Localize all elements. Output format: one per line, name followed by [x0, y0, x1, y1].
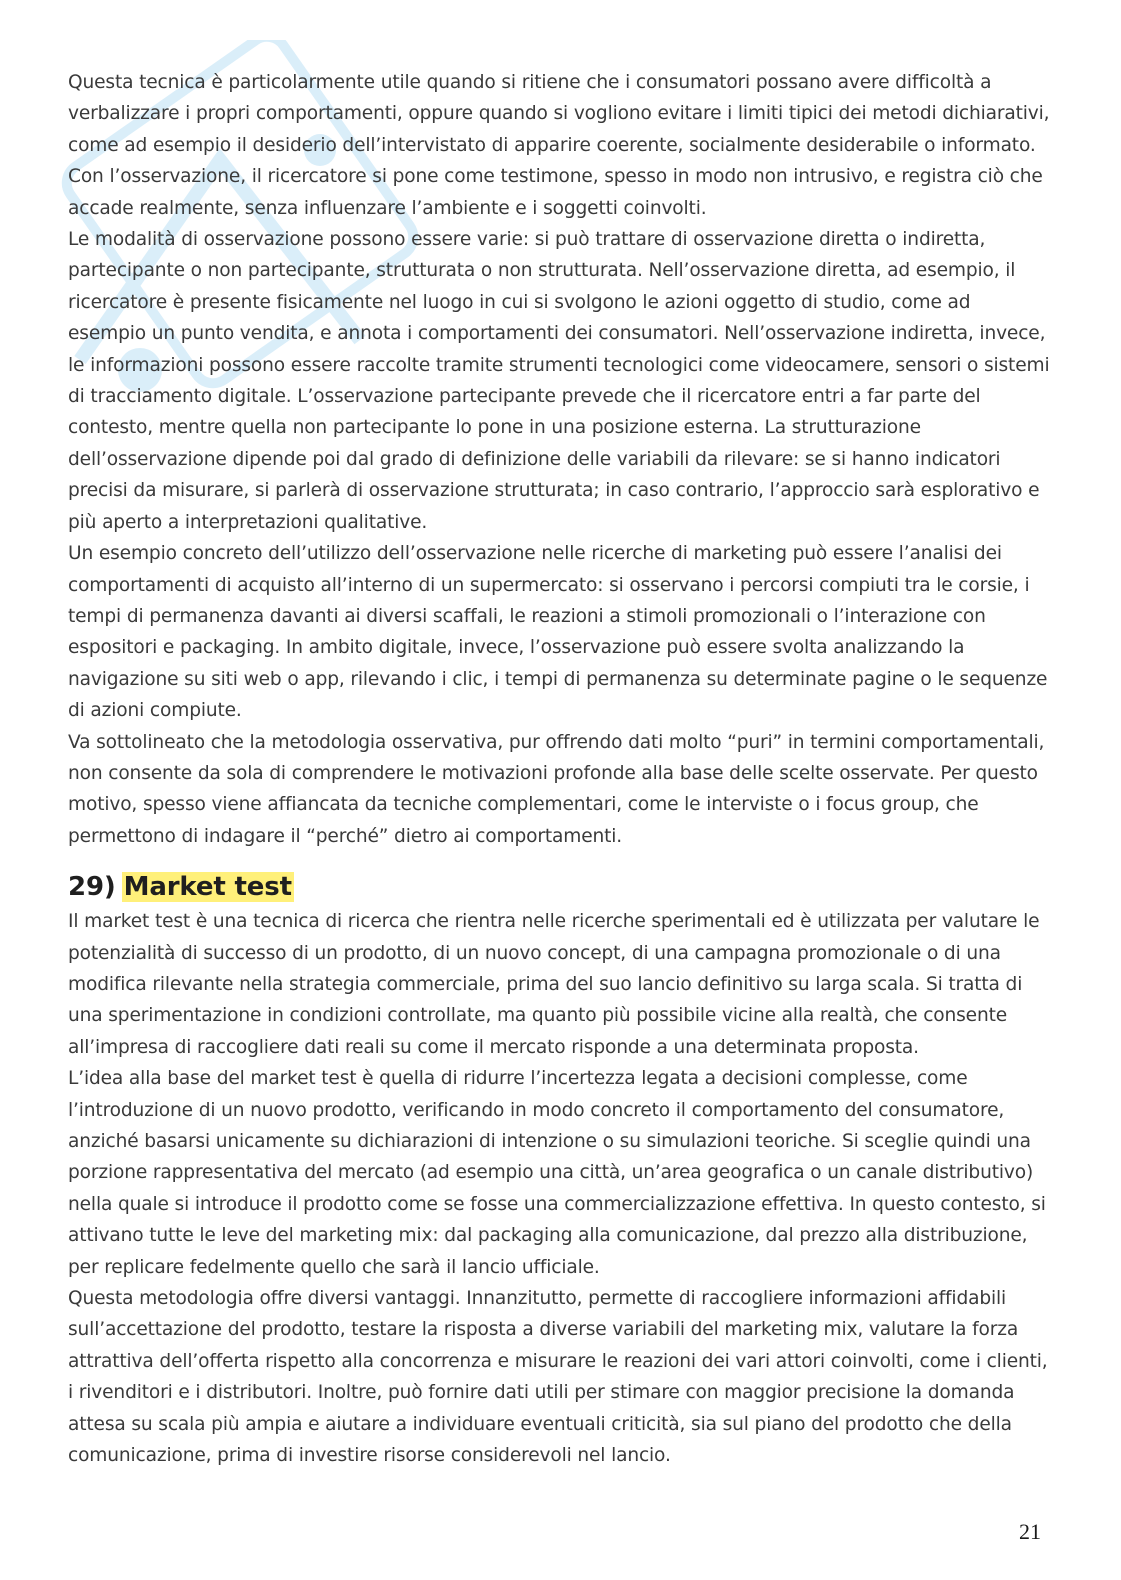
section-heading: [68, 868, 1053, 906]
paragraph: L’idea alla base del market test è quella di ridurre l’incertezza legata a decisioni complesse, come l’introduzione di un nuovo prodotto, verificando in modo concreto il comportamento del consumatore, anziché basarsi unicamente su dichiarazioni di intenzione o su simulazioni teoriche. Si sceglie quindi una porzione rappresentativa del mercato (ad esempio una città, un’area geografica o un canale distributivo) nella quale si introduce il prodotto come se fosse una commercializzazione effettiva. In questo contesto, si attivano tutte le leve del marketing mix: dal packaging alla comunicazione, dal prezzo alla distribuzione, per replicare fedelmente quello che sarà il lancio ufficiale.: [68, 1068, 1046, 1278]
section-title: Market test: [123, 872, 292, 903]
paragraph: Questa tecnica è particolarmente utile quando si ritiene che i consumatori possano avere difficoltà a verbalizzare i propri comportamenti, oppure quando si vogliono evitare i limiti tipici dei metodi dichiarativi, come ad esempio il desiderio dell’intervistato di apparire coerente, socialmente desiderabile o informato. Con l’osservazione, il ricercatore si pone come testimone, spesso in modo non intrusivo, e registra ciò che accade realmente, senza influenzare l’ambiente e i soggetti coinvolti.: [68, 72, 1050, 219]
paragraph: Il market test è una tecnica di ricerca che rientra nelle ricerche sperimentali ed è utilizzata per valutare le potenzialità di successo di un prodotto, di un nuovo concept, di una campagna promozionale o di una modifica rilevante nella strategia commerciale, prima del suo lancio definitivo su larga scala. Si tratta di una sperimentazione in condizioni controllate, ma quanto più possibile vicine alla realtà, che consente all’impresa di raccogliere dati reali su come il mercato risponde a una determinata proposta.: [68, 911, 1040, 1058]
paragraph: Va sottolineato che la metodologia osservativa, pur offrendo dati molto “puri” in termini comportamentali, non consente da sola di comprendere le motivazioni profonde alla base delle scelte osservate. Per questo motivo, spesso viene affiancata da tecniche complementari, come le interviste o i focus group, che permettono di indagare il “perché” dietro ai comportamenti.: [68, 731, 1045, 847]
paragraph: Questa metodologia offre diversi vantaggi. Innanzitutto, permette di raccogliere informazioni affidabili sull’accettazione del prodotto, testare la risposta a diverse variabili del marketing mix, valutare la forza attrattiva dell’offerta rispetto alla concorrenza e misurare le reazioni dei vari attori coinvolti, come i clienti, i rivenditori e i distributori. Inoltre, può fornire dati utili per stimare con maggior precisione la domanda attesa su scala più ampia e aiutare a individuare eventuali criticità, sia sul piano del prodotto che della comunicazione, prima di investire risorse considerevoli nel lancio.: [68, 1288, 1048, 1467]
section-number: 29): [68, 872, 116, 903]
paragraph: Le modalità di osservazione possono essere varie: si può trattare di osservazione diretta o indiretta, partecipante o non partecipante, strutturata o non strutturata. Nell’osservazione diretta, ad esempio, il ricercatore è presente fisicamente nel luogo in cui si svolgono le azioni oggetto di studio, come ad esempio un punto vendita, e annota i comportamenti dei consumatori. Nell’osservazione indiretta, invece, le informazioni possono essere raccolte tramite strumenti tecnologici come videocamere, sensori o sistemi di tracciamento digitale. L’osservazione partecipante prevede che il ricercatore entri a far parte del contesto, mentre quella non partecipante lo pone in una posizione esterna. La strutturazione dell’osservazione dipende poi dal grado di definizione delle variabili da rilevare: se si hanno indicatori precisi da misurare, si parlerà di osservazione strutturata; in caso contrario, l’approccio sarà esplorativo e più aperto a interpretazioni qualitative.: [68, 229, 1050, 533]
document-body: [68, 67, 1053, 1471]
paragraph: Un esempio concreto dell’utilizzo dell’osservazione nelle ricerche di marketing può essere l’analisi dei comportamenti di acquisto all’interno di un supermercato: si osservano i percorsi compiuti tra le corsie, i tempi di permanenza davanti ai diversi scaffali, le reazioni a stimoli promozionali o l’interazione con espositori e packaging. In ambito digitale, invece, l’osservazione può essere svolta analizzando la navigazione su siti web o app, rilevando i clic, i tempi di permanenza su determinate pagine o le sequenze di azioni compiute.: [68, 543, 1048, 722]
page-number: 21: [1019, 1519, 1041, 1544]
